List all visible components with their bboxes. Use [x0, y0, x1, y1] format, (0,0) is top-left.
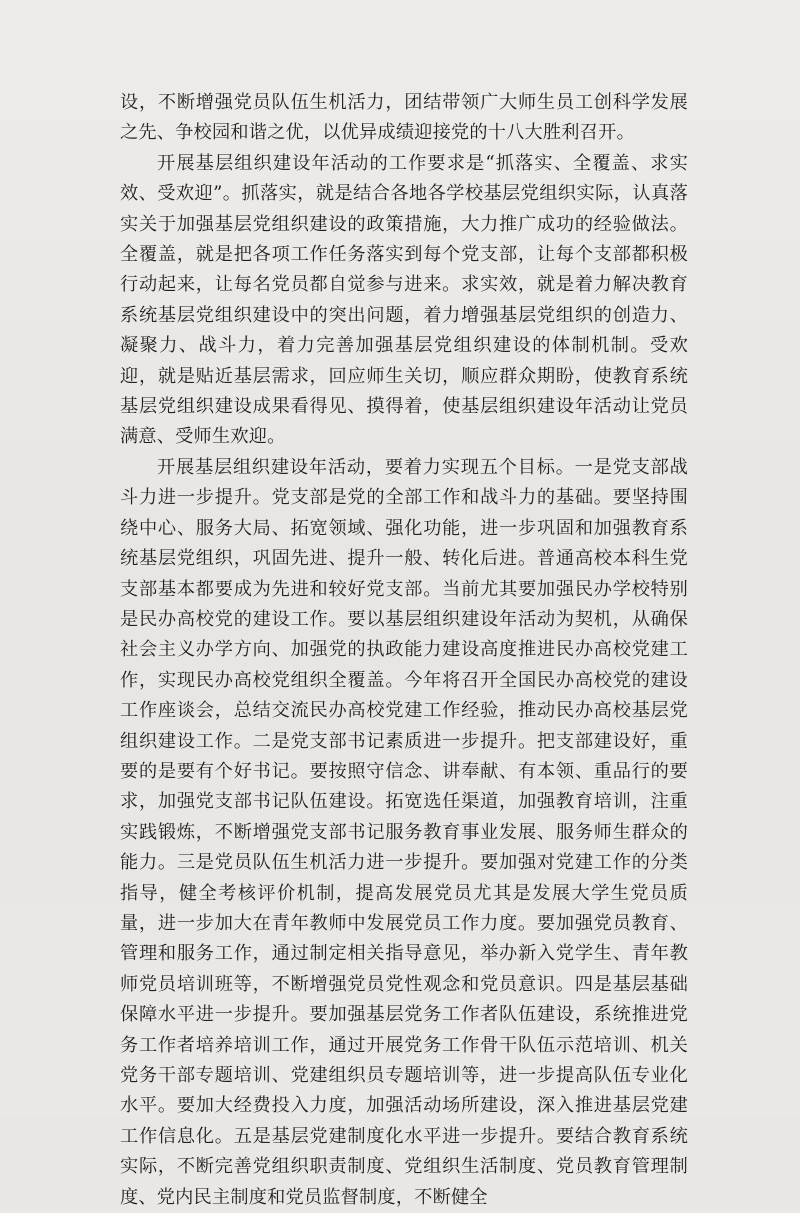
document-body [120, 88, 688, 1213]
paragraph-work-requirements: 开展基层组织建设年活动的工作要求是“抓落实、全覆盖、求实效、受欢迎”。抓落实，就是结合各地各学校基层党组织实际，认真落实关于加强基层党组织建设的政策措施，大力推广成功的经验做法。全覆盖，就是把各项工作任务落实到每个党支部，让每个支部都积极行动起来，让每名党员都自觉参与进来。求实效，就是着力解决教育系统基层党组织建设中的突出问题，着力增强基层党组织的创造力、凝聚力、战斗力，着力完善加强基层党组织建设的体制机制。受欢迎，就是贴近基层需求，回应师生关切，顺应群众期盼，使教育系统基层党组织建设成果看得见、摸得着，使基层组织建设年活动让党员满意、受师生欢迎。 [120, 152, 688, 448]
paragraph-continuation: 设，不断增强党员队伍生机活力，团结带领广大师生员工创科学发展之先、争校园和谐之优，以优异成绩迎接党的十八大胜利召开。 [120, 92, 688, 144]
paragraph-five-goals: 开展基层组织建设年活动，要着力实现五个目标。一是党支部战斗力进一步提升。党支部是党的全部工作和战斗力的基础。要坚持围绕中心、服务大局、拓宽领域、强化功能，进一步巩固和加强教育系统基层党组织，巩固先进、提升一般、转化后进。普通高校本科生党支部基本都要成为先进和较好党支部。当前尤其要加强民办学校特别是民办高校党的建设工作。要以基层组织建设年活动为契机，从确保社会主义办学方向、加强党的执政能力建设高度推进民办高校党建工作，实现民办高校党组织全覆盖。今年将召开全国民办高校党的建设工作座谈会，总结交流民办高校党建工作经验，推动民办高校基层党组织建设工作。二是党支部书记素质进一步提升。把支部建设好，重要的是要有个好书记。要按照守信念、讲奉献、有本领、重品行的要求，加强党支部书记队伍建设。拓宽选任渠道，加强教育培训，注重实践锻炼，不断增强党支部书记服务教育事业发展、服务师生群众的能力。三是党员队伍生机活力进一步提升。要加强对党建工作的分类指导，健全考核评价机制，提高发展党员尤其是发展大学生党员质量，进一步加大在青年教师中发展党员工作力度。要加强党员教育、管理和服务工作，通过制定相关指导意见，举办新入党学生、青年教师党员培训班等，不断增强党员党性观念和党员意识。四是基层基础保障水平进一步提升。要加强基层党务工作者队伍建设，系统推进党务工作者培养培训工作，通过开展党务工作骨干队伍示范培训、机关党务干部专题培训、党建组织员专题培训等，进一步提高队伍专业化水平。要加大经费投入力度，加强活动场所建设，深入推进基层党建工作信息化。五是基层党建制度化水平进一步提升。要结合教育系统实际，不断完善党组织职责制度、党组织生活制度、党员教育管理制度、党内民主制度和党员监督制度，不断健全 [120, 456, 688, 1208]
